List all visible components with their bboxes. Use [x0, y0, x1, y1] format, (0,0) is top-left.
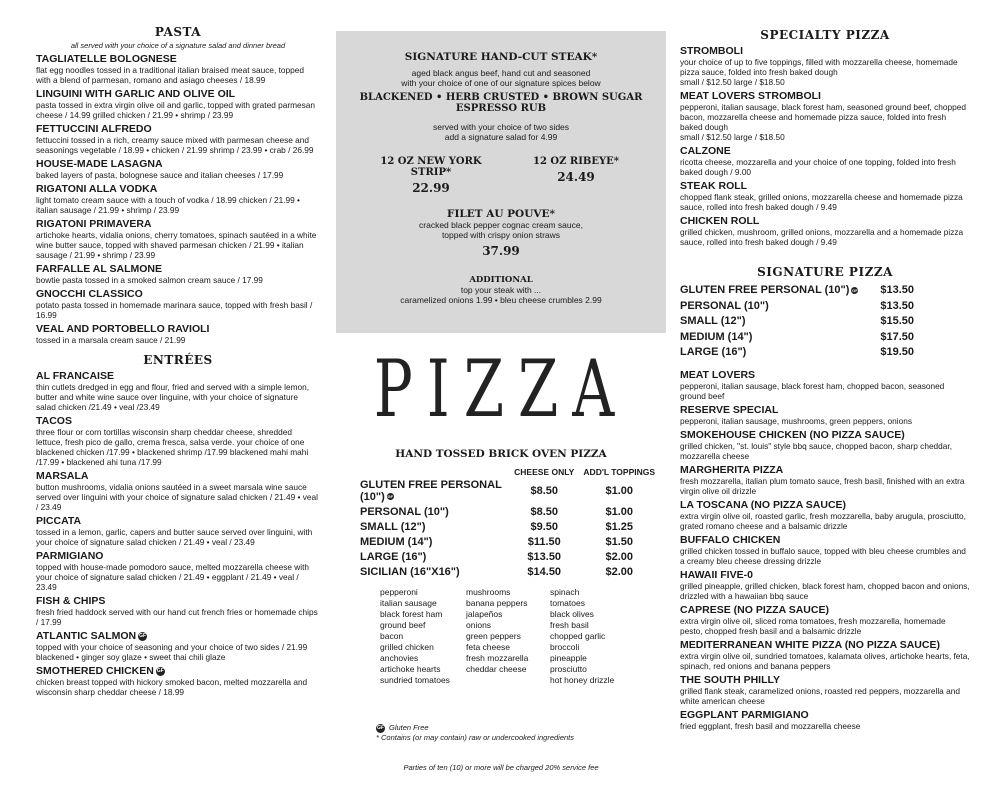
signature-size-row — [680, 330, 914, 346]
pizza-size-name — [360, 549, 510, 564]
signature-title: SIGNATURE PIZZA — [757, 265, 893, 279]
filet-title: FILET AU POUVE* — [446, 208, 556, 220]
right-column — [680, 0, 970, 731]
pizza-cheese-price: $9.50 — [530, 520, 558, 533]
item-name-text: CHICKEN ROLL — [680, 215, 760, 227]
specialty-list — [680, 45, 970, 247]
item-description: extra virgin olive oil, sliced roma tomatoes, fresh mozzarella, homemade pesto, chopped fresh basil and a balsamic drizzle — [680, 615, 946, 636]
pizza-size-row — [360, 534, 660, 549]
signature-size-label: GLUTEN FREE PERSONAL (10") — [680, 284, 850, 296]
filet-desc-line2: topped with crispy onion straws — [441, 230, 561, 240]
pizza-subtitle: HAND TOSSED BRICK OVEN PIZZA — [395, 448, 607, 460]
menu-item — [36, 323, 320, 345]
menu-item — [680, 369, 970, 401]
item-name — [680, 180, 970, 192]
item-name-text: MARGHERITA PIZZA — [680, 463, 784, 476]
item-name-text: MEAT LOVERS STROMBOLI — [680, 90, 821, 102]
pizza-cheese-price: $13.50 — [527, 550, 562, 563]
signature-size-label: MEDIUM (14") — [680, 330, 753, 343]
topping-item: anchovies — [380, 653, 419, 663]
gluten-free-icon: GF — [139, 632, 147, 639]
legend — [376, 723, 574, 743]
item-name-text: STEAK ROLL — [680, 180, 748, 192]
topping-item: ground beef — [380, 620, 426, 630]
item-name-text: HAWAII FIVE-0 — [680, 568, 753, 581]
left-column — [36, 0, 320, 697]
cut-price: 22.99 — [412, 181, 450, 195]
topping-item: artichoke hearts — [380, 664, 441, 674]
topping-item: mushrooms — [466, 587, 511, 597]
item-description: artichoke hearts, vidalia onions, cherry tomatoes, spinach sautéed in a white wine butter sauce, topped with shaved parmesan chicken / 21.99 • italian sausage / 21.99 • shrimp / 23.99 — [36, 230, 317, 260]
steak-served-line1: served with your choice of two sides — [432, 122, 570, 132]
topping-item: fresh mozzarella — [466, 653, 529, 663]
topping-item: tomatoes — [550, 598, 585, 608]
menu-item — [36, 595, 320, 627]
menu-item — [36, 218, 320, 260]
item-name-text: GNOCCHI CLASSICO — [36, 288, 143, 300]
item-price: small / $12.50 large / $18.50 — [680, 132, 785, 142]
steak-styles: BLACKENED • HERB CRUSTED • BROWN SUGAR ESPRESSO RUB — [359, 92, 643, 114]
pizza-size-label: SICILIAN (16"X16") — [360, 565, 460, 578]
item-name — [680, 569, 970, 581]
item-name-text: LA TOSCANA (NO PIZZA SAUCE) — [680, 498, 847, 511]
additional-title: ADDITIONAL — [469, 275, 533, 285]
pizza-size-name — [360, 477, 510, 504]
item-description: grilled flank steak, caramelized onions, roasted red peppers, mozzarella and white american cheese — [680, 685, 960, 706]
item-description: tossed in a marsala cream sauce / 21.99 — [36, 335, 186, 345]
pizza-size-row — [360, 564, 660, 579]
item-description: chopped flank steak, grilled onions, mozzarella cheese and homemade pizza sauce, rolled into fresh baked dough / 9.49 — [680, 192, 963, 212]
menu-item — [36, 158, 320, 180]
item-description: your choice of up to five toppings, filled with mozzarella cheese, homemade pizza sauce, folded into fresh baked dough — [680, 57, 958, 77]
menu-item — [36, 263, 320, 285]
signature-size-name — [680, 330, 752, 346]
item-name — [680, 464, 970, 476]
item-name-text: MEAT LOVERS — [680, 368, 756, 381]
topping-item: sundried tomatoes — [380, 675, 450, 685]
item-name — [36, 88, 320, 100]
item-description: three flour or corn tortillas wisconsin sharp cheddar cheese, shredded lettuce, fresh pico de gallo, crema fresca, salsa verde. your choice of one blackened chicken /17.99 • blackened shrimp /17.99 blackened mahi mahi /17.99 • blackened ahi tuna /17.99 — [36, 427, 309, 467]
signature-size-row — [680, 345, 914, 361]
item-name-text: CALZONE — [680, 145, 731, 157]
pizza-cheese-price: $14.50 — [527, 565, 562, 578]
pizza-price-table — [360, 467, 660, 579]
item-name — [36, 123, 320, 135]
pizza-size-name — [360, 564, 510, 579]
item-description: button mushrooms, vidalia onions sautéed in a sweet marsala wine sauce served over linguini with your choice of signature salad chicken / 21.49 • veal / 23.49 — [36, 482, 318, 512]
menu-item — [680, 404, 970, 426]
item-name-text: SMOKEHOUSE CHICKEN (NO PIZZA SAUCE) — [680, 428, 905, 441]
item-name-text: RIGATONI PRIMAVERA — [36, 218, 152, 230]
item-name — [680, 90, 970, 102]
item-name — [680, 369, 970, 381]
item-name — [36, 323, 320, 335]
item-name — [680, 709, 970, 721]
menu-item — [680, 569, 970, 601]
signature-size-price: $15.50 — [880, 315, 914, 327]
item-description: topped with your choice of seasoning and your choice of two sides / 21.99 blackened • ginger soy glaze • sweet thai chili glaze — [36, 642, 308, 662]
item-name — [36, 595, 320, 607]
item-name — [36, 263, 320, 275]
steak-cut-ribeye — [516, 156, 636, 184]
steak-desc-line1: aged black angus beef, hand cut and seasoned — [411, 68, 591, 78]
pizza-size-label: PERSONAL (10") — [360, 505, 449, 518]
item-name-text: ATLANTIC SALMON — [36, 630, 137, 642]
topping-item: green peppers — [466, 631, 521, 641]
filet-price: 37.99 — [482, 244, 520, 258]
steak-cut-new-york — [366, 156, 496, 195]
menu-item — [680, 709, 970, 731]
item-description: pasta tossed in extra virgin olive oil and garlic, topped with grated parmesan cheese / 14.99 grilled chicken / 21.99 • shrimp / 23.99 — [36, 100, 316, 120]
item-description: potato pasta tossed in homemade marinara sauce, topped with fresh basil / 16.99 — [36, 300, 313, 320]
item-name-text: LINGUINI WITH GARLIC AND OLIVE OIL — [36, 88, 236, 100]
pizza-size-name — [360, 504, 510, 519]
item-name — [680, 639, 970, 651]
item-name-text: FETTUCCINI ALFREDO — [36, 123, 152, 135]
pizza-cheese-price: $11.50 — [527, 535, 561, 548]
pizza-logo: PIZZA — [373, 343, 629, 435]
item-name — [680, 499, 970, 511]
item-name-text: SMOTHERED CHICKEN — [36, 665, 154, 677]
menu-item — [36, 183, 320, 215]
item-name-text: RESERVE SPECIAL — [680, 403, 779, 416]
entrees-title: ENTRÉES — [143, 353, 213, 367]
cut-name: 12 OZ RIBEYE* — [533, 156, 619, 167]
signature-size-price: $19.50 — [880, 346, 914, 358]
pasta-list — [36, 53, 320, 345]
menu-item — [680, 90, 970, 142]
menu-item — [680, 429, 970, 461]
menu-item — [36, 288, 320, 320]
signature-size-price: $17.50 — [880, 330, 914, 343]
menu-item — [680, 674, 970, 706]
item-description: topped with house-made pomodoro sauce, melted mozzarella cheese with your choice of signature salad chicken / 21.49 • eggplant / 21.49 • veal / 23.49 — [36, 562, 310, 592]
item-name-text: PICCATA — [36, 515, 82, 527]
menu-item — [36, 53, 320, 85]
menu-item — [36, 665, 320, 697]
pizza-size-label: LARGE (16") — [360, 550, 427, 563]
menu-item — [680, 534, 970, 566]
item-name — [680, 534, 970, 546]
menu-item — [36, 515, 320, 547]
topping-item: chopped garlic — [550, 631, 606, 641]
menu-item — [680, 464, 970, 496]
topping-item: black olives — [550, 609, 594, 619]
menu-item — [36, 630, 320, 662]
signature-size-label: PERSONAL (10") — [680, 299, 769, 312]
item-name-text: FARFALLE AL SALMONE — [36, 263, 162, 275]
pizza-size-label: MEDIUM (14") — [360, 535, 433, 548]
party-service-note: Parties of ten (10) or more will be charged 20% service fee — [403, 763, 599, 772]
pizza-cheese-price: $8.50 — [530, 484, 558, 497]
cut-price: 24.49 — [557, 170, 595, 184]
item-description: pepperoni, italian sausage, mushrooms, green peppers, onions — [680, 415, 912, 426]
item-description: fresh mozzarella, italian plum tomato sauce, fresh basil, finished with an extra virgin olive oil drizzle — [680, 475, 965, 496]
item-name-text: RIGATONI ALLA VODKA — [36, 183, 158, 195]
signature-size-label: LARGE (16") — [680, 346, 747, 358]
item-name-text: AL FRANCAISE — [36, 370, 114, 382]
topping-item: onions — [466, 620, 492, 630]
pizza-size-row — [360, 504, 660, 519]
signature-size-price: $13.50 — [880, 284, 914, 296]
item-description: pepperoni, italian sausage, black forest ham, seasoned ground beef, chopped bacon, mozzarella cheese and homemade pizza sauce, folded into fresh baked dough — [680, 102, 966, 132]
entrees-list — [36, 370, 320, 697]
item-name-text: HOUSE-MADE LASAGNA — [36, 158, 163, 170]
gluten-free-icon: GF — [156, 667, 164, 674]
signature-size-name — [680, 299, 769, 315]
topping-item: pineapple — [550, 653, 587, 663]
gluten-free-icon: GF — [852, 287, 858, 293]
item-description: flat egg noodles tossed in a traditional italian braised meat sauce, topped with a blend of parmesan, romano and asiago cheeses / 18.99 — [36, 65, 304, 85]
item-name-text: CAPRESE (NO PIZZA SAUCE) — [680, 603, 829, 616]
item-name — [36, 53, 320, 65]
signature-size-row — [680, 283, 914, 299]
item-description: grilled chicken, mushroom, grilled onions, mozzarella and a homemade pizza sauce, rolled into fresh baked dough / 9.49 — [680, 227, 964, 247]
item-name — [36, 288, 320, 300]
item-name — [680, 215, 970, 227]
item-description: tossed in a lemon, garlic, capers and butter sauce served over linguini, with your choice of signature salad chicken / 21.49 • veal / 23.49 — [36, 527, 313, 547]
item-description: fettuccini tossed in a rich, creamy sauce mixed with parmesan cheese and seasonings vegetable / 18.99 • chicken / 21.99 shrimp / 23.99 • crab / 26.99 — [36, 135, 314, 155]
signature-size-label: SMALL (12") — [680, 315, 746, 327]
filet-desc-line1: cracked black pepper cognac cream sauce, — [419, 220, 583, 230]
item-name — [36, 370, 320, 382]
col-header-cheese: CHEESE ONLY — [514, 467, 575, 477]
pizza-topping-price: $2.00 — [605, 565, 633, 578]
item-description: extra virgin olive oil, roasted garlic, fresh mozzarella, baby arugula, prosciutto, grated romano cheese and a balsamic drizzle — [680, 510, 966, 531]
item-name-text: TACOS — [36, 415, 72, 427]
item-description: thin cutlets dredged in egg and flour, fried and served with a simple lemon, butter and white wine sauce over linguine, with your choice of signature salad chicken /21.49 • veal /23.49 — [36, 382, 310, 412]
item-name-text: TAGLIATELLE BOLOGNESE — [36, 53, 177, 65]
topping-item: hot honey drizzle — [550, 675, 615, 685]
menu-item — [36, 470, 320, 512]
item-description: extra virgin olive oil, sundried tomatoes, kalamata olives, artichoke hearts, feta, spinach, red onions and banana peppers — [680, 650, 970, 671]
steak-title: SIGNATURE HAND-CUT STEAK* — [404, 51, 598, 63]
item-name-text: THE SOUTH PHILLY — [680, 673, 780, 686]
legend-gluten-free: Gluten Free — [389, 723, 429, 732]
signature-list — [680, 369, 970, 731]
topping-item: prosciutto — [550, 664, 587, 674]
menu-item — [680, 45, 970, 87]
pizza-size-name — [360, 534, 510, 549]
item-name-text: BUFFALO CHICKEN — [680, 533, 781, 546]
legend-raw-warning: * Contains (or may contain) raw or undercooked ingredients — [376, 733, 575, 742]
item-name — [36, 415, 320, 427]
menu-item — [36, 370, 320, 412]
item-name-text: VEAL AND PORTOBELLO RAVIOLI — [36, 323, 210, 335]
pizza-topping-price: $2.00 — [605, 550, 633, 563]
menu-item — [36, 123, 320, 155]
cut-name: 12 OZ NEW YORK STRIP* — [380, 156, 482, 178]
topping-item: pepperoni — [380, 587, 418, 597]
item-name — [680, 45, 970, 57]
signature-sizes — [680, 283, 970, 361]
pizza-size-row — [360, 477, 660, 504]
item-description: chicken breast topped with hickory smoked bacon, melted mozzarella and wisconsin sharp cheddar cheese / 18.99 — [36, 677, 308, 697]
toppings-column — [550, 587, 630, 686]
pizza-cheese-price: $8.50 — [530, 505, 558, 518]
item-name — [36, 550, 320, 562]
item-name-text: MEDITERRANEAN WHITE PIZZA (NO PIZZA SAUCE) — [680, 638, 940, 651]
pizza-size-label: GLUTEN FREE PERSONAL (10") — [360, 478, 502, 503]
toppings-column — [380, 587, 466, 686]
topping-item: italian sausage — [380, 598, 437, 608]
menu-item — [36, 550, 320, 592]
menu-item — [36, 415, 320, 467]
pizza-topping-price: $1.00 — [605, 484, 633, 497]
topping-item: cheddar cheese — [466, 664, 527, 674]
menu-item — [680, 604, 970, 636]
topping-item: black forest ham — [380, 609, 443, 619]
item-description: grilled pineapple, grilled chicken, black forest ham, chopped bacon and onions, drizzled with a hawaiian bbq sauce — [680, 580, 970, 601]
item-description: light tomato cream sauce with a touch of vodka / 18.99 chicken / 21.99 • italian sausage / 21.99 • shrimp / 23.99 — [36, 195, 300, 215]
item-name-text: STROMBOLI — [680, 45, 743, 57]
item-name-text: EGGPLANT PARMIGIANO — [680, 708, 809, 721]
item-name — [36, 183, 320, 195]
topping-item: fresh basil — [550, 620, 589, 630]
item-name — [36, 665, 320, 677]
signature-size-name — [680, 283, 858, 299]
item-name-text: MARSALA — [36, 470, 89, 482]
item-name — [680, 429, 970, 441]
menu-item — [680, 215, 970, 247]
menu-item — [680, 180, 970, 212]
menu-item — [680, 499, 970, 531]
pizza-topping-price: $1.50 — [605, 535, 633, 548]
signature-size-name — [680, 314, 746, 330]
steak-panel — [336, 31, 666, 333]
item-name — [36, 470, 320, 482]
menu-item — [680, 639, 970, 671]
item-price: small / $12.50 large / $18.50 — [680, 77, 785, 87]
specialty-title: SPECIALTY PIZZA — [760, 28, 890, 42]
item-description: fresh fried haddock served with our hand cut french fries or homemade chips / 17.99 — [36, 607, 318, 627]
topping-item: spinach — [550, 587, 580, 597]
item-description: bowtie pasta tossed in a smoked salmon cream sauce / 17.99 — [36, 275, 263, 285]
item-name — [36, 630, 320, 642]
item-description: pepperoni, italian sausage, black forest ham, chopped bacon, seasoned ground beef — [680, 380, 945, 401]
pizza-size-row — [360, 519, 660, 534]
menu-item — [36, 88, 320, 120]
pizza-size-row — [360, 549, 660, 564]
menu-item — [680, 145, 970, 177]
gluten-free-icon: GF — [377, 724, 384, 731]
item-name-text: FISH & CHIPS — [36, 595, 106, 607]
topping-item: bacon — [380, 631, 404, 641]
item-description: baked layers of pasta, bolognese sauce and italian cheeses / 17.99 — [36, 170, 284, 180]
signature-size-row — [680, 299, 914, 315]
pizza-topping-price: $1.00 — [605, 505, 633, 518]
toppings-list — [380, 587, 670, 686]
signature-size-row — [680, 314, 914, 330]
pasta-subtitle: all served with your choice of a signature salad and dinner bread — [70, 41, 286, 50]
topping-item: feta cheese — [466, 642, 510, 652]
steak-desc-line2: with your choice of one of our signature spices below — [401, 78, 601, 88]
item-name — [680, 674, 970, 686]
item-description: grilled chicken, "st. louis" style bbq sauce, chopped bacon, sharp cheddar, mozzarella cheese — [680, 440, 953, 461]
signature-size-name — [680, 345, 746, 361]
pasta-title: PASTA — [154, 25, 202, 39]
pizza-size-label: SMALL (12") — [360, 520, 426, 533]
topping-item: grilled chicken — [380, 642, 434, 652]
col-header-toppings: ADD'L TOPPINGS — [583, 467, 656, 477]
additional-items: caramelized onions 1.99 • bleu cheese crumbles 2.99 — [400, 295, 602, 305]
topping-item: jalapeños — [466, 609, 503, 619]
pizza-topping-price: $1.25 — [605, 520, 633, 533]
item-name — [680, 145, 970, 157]
item-name — [36, 515, 320, 527]
pizza-size-name — [360, 519, 510, 534]
item-name — [680, 604, 970, 616]
signature-size-price: $13.50 — [880, 299, 914, 312]
topping-item: broccoli — [550, 642, 580, 652]
gluten-free-icon: GF — [387, 494, 394, 500]
item-name-text: PARMIGIANO — [36, 550, 104, 562]
item-name — [680, 404, 970, 416]
steak-served-line2: add a signature salad for 4.99 — [444, 132, 558, 142]
item-name — [36, 218, 320, 230]
item-name — [36, 158, 320, 170]
additional-subtitle: top your steak with ... — [460, 285, 542, 295]
item-description: fried eggplant, fresh basil and mozzarella cheese — [680, 720, 861, 731]
toppings-column — [466, 587, 550, 686]
topping-item: banana peppers — [466, 598, 528, 608]
item-description: grilled chicken tossed in buffalo sauce, topped with bleu cheese crumbles and a creamy bleu cheese dressing drizzle — [680, 545, 966, 566]
item-description: ricotta cheese, mozzarella and your choice of one topping, folded into fresh baked dough / 9.00 — [680, 157, 956, 177]
